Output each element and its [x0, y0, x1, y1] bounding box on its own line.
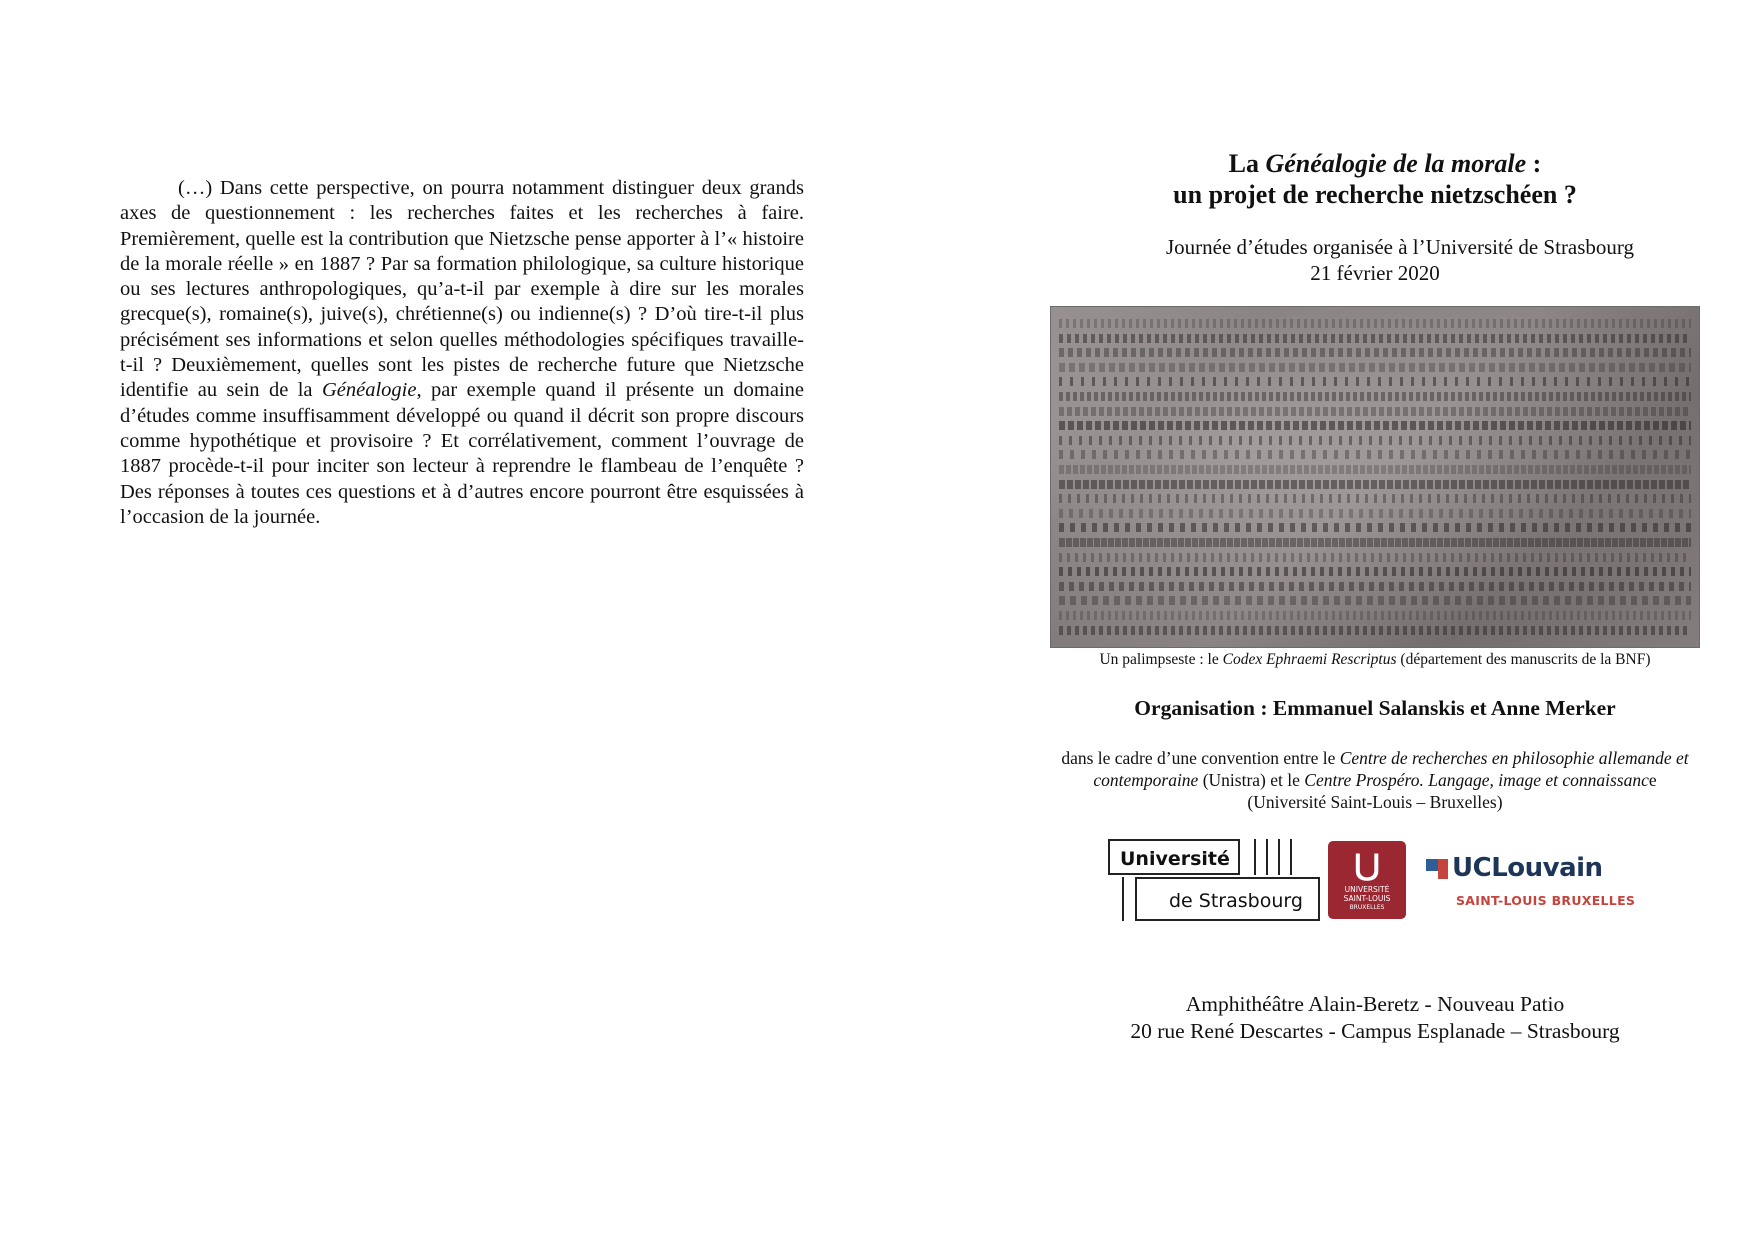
venue-line-2: 20 rue René Descartes - Campus Esplanade – Strasbourg: [1130, 1019, 1620, 1043]
universite-saint-louis-logo: ⋃ UNIVERSITÉ SAINT-LOUIS BRUXELLES: [1328, 841, 1406, 919]
palimpsest-image: [1050, 306, 1700, 648]
title-page: [1050, 148, 1700, 1045]
manuscript-line: [1059, 582, 1691, 591]
universite-strasbourg-logo: Université de Strasbourg: [1108, 839, 1320, 923]
partner-logos: Université de Strasbourg ⋃ UNIVERSITÉ SAINT-LOUIS BRUXELLES UCLouvain SAINT-LOUIS BRUXELLES: [1050, 839, 1700, 923]
page-title: [1050, 148, 1700, 210]
manuscript-line: [1059, 407, 1691, 416]
manuscript-line: [1059, 450, 1691, 459]
event-description: Journée d’études organisée à l’Université de Strasbourg: [1165, 235, 1635, 259]
event-subtitle: [1050, 234, 1700, 286]
image-caption: Un palimpseste : le Codex Ephraemi Rescriptus (département des manuscrits de la BNF): [1099, 651, 1651, 668]
manuscript-line: [1059, 392, 1691, 401]
manuscript-line: [1059, 319, 1691, 328]
manuscript-line: [1059, 626, 1691, 635]
manuscript-line: [1059, 611, 1691, 620]
intro-text: [120, 176, 804, 530]
manuscript-line: [1059, 363, 1691, 372]
manuscript-line: [1059, 377, 1691, 386]
manuscript-line: [1059, 348, 1691, 357]
intro-paragraph: (…) Dans cette perspective, on pourra notamment distinguer deux grands axes de questionnement : les recherches faites et les recherches à faire. Premièrement, quelle est la contribution que Nietzsche pense apporter à l’« histoire de la morale réelle » en 1887 ? Par sa formation philologique, sa culture historique ou ses lectures anthropologiques, qu’a-t-il par exemple à dire sur les morales grecque(s), romaine(s), juive(s), chrétienne(s) ou indienne(s) ? D’où tire-t-il plus précisément ses informations et selon quelles méthodologies spécifiques travaille-t-il ? Deuxièmement, quelles sont les pistes de recherche future que Nietzsche identifie au sein de la Généalogie, par exemple quand il présente un domaine d’études comme insuffisamment développé ou quand il décrit son propre discours comme hypothétique et provisoire ? Et corrélativement, comment l’ouvrage de 1887 procède-t-il pour inciter son lecteur à reprendre le flambeau de l’enquête ? Des réponses à toutes ces questions et à d’autres encore pourront être esquissées à l’occasion de la journée.: [120, 177, 804, 528]
manuscript-line: [1059, 538, 1691, 547]
manuscript-line: [1059, 596, 1691, 605]
organisers: Organisation : Emmanuel Salanskis et Anne Merker: [1134, 696, 1616, 720]
manuscript-line: [1059, 334, 1691, 343]
event-date: 21 février 2020: [1310, 261, 1440, 285]
manuscript-line: [1059, 509, 1691, 518]
convention-text: dans le cadre d’une convention entre le Centre de recherches en philosophie allemande et contemporaine (Unistra) et le Centre Prospéro. Langage, image et connaissance (Université Saint-Louis – Bruxelles): [1061, 748, 1689, 812]
venue-address: [1050, 991, 1700, 1045]
venue-line-1: Amphithéâtre Alain-Beretz - Nouveau Patio: [1185, 992, 1565, 1016]
manuscript-line: [1059, 523, 1691, 532]
manuscript-line: [1059, 494, 1691, 503]
title-line-2: un projet de recherche nietzschéen ?: [1173, 180, 1577, 209]
manuscript-line: [1059, 480, 1691, 489]
manuscript-line: [1059, 436, 1691, 445]
manuscript-line: [1059, 465, 1691, 474]
manuscript-line: [1059, 421, 1691, 430]
manuscript-line: [1059, 567, 1691, 576]
manuscript-line: [1059, 553, 1691, 562]
title-line-1: La Généalogie de la morale :: [1228, 149, 1542, 178]
